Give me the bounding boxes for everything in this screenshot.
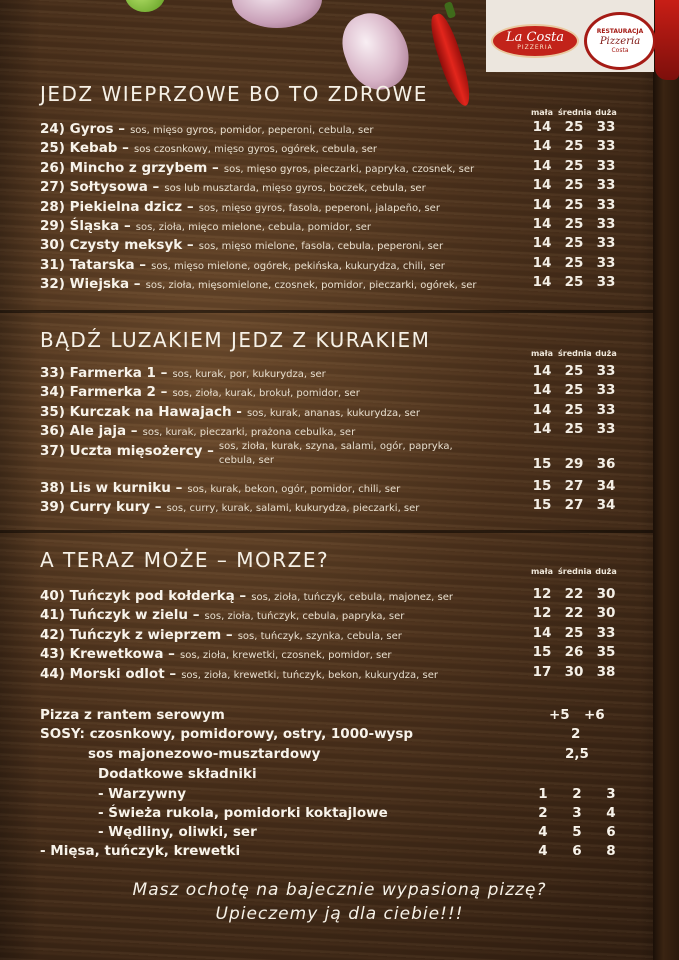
menu-item-ingredients: sos, zioła, kurak, brokuł, pomidor, ser xyxy=(172,388,360,400)
size-large-label: duża xyxy=(595,108,617,117)
price-small: 14 xyxy=(532,196,552,213)
menu-item-prices xyxy=(526,586,630,602)
price-small: 17 xyxy=(532,663,552,680)
menu-item-ingredients: sos, kurak, bekon, ogór, pomidor, chili, ser xyxy=(187,483,401,495)
menu-item-name: 27) Sołtysowa – xyxy=(40,179,160,196)
menu-item-name: 35) Kurczak na Hawajach - xyxy=(40,403,242,420)
size-small-label: mała xyxy=(530,349,554,358)
menu-item-ingredients: sos, mięso gyros, pomidor, peperoni, cebula, ser xyxy=(130,125,374,136)
mayo-mustard-sauce-label: sos majonezowo-musztardowy xyxy=(88,746,321,762)
menu-item-name: 24) Gyros – xyxy=(40,121,125,137)
menu-item-prices xyxy=(526,274,630,290)
menu-item-name: 37) Uczta mięsożercy – xyxy=(40,442,214,459)
ingredient-arugula-label: - Świeża rukola, pomidorki koktajlowe xyxy=(98,805,388,821)
menu-item-ingredients: sos czosnkowy, mięso gyros, ogórek, cebula, ser xyxy=(134,144,378,156)
ingredient-arugula-prices xyxy=(526,805,630,821)
price-medium: 25 xyxy=(564,235,584,252)
chili-stem-decoration xyxy=(444,1,457,19)
price-small: 2 xyxy=(538,805,548,821)
menu-item-name: 26) Mincho z grzybem – xyxy=(40,159,219,176)
menu-item-row xyxy=(40,176,630,195)
slogan-line-1: Masz ochotę na bajecznie wypasioną pizzę? xyxy=(132,880,547,900)
menu-item-row xyxy=(40,273,630,292)
menu-item-ingredients: sos, zioła, mięco mielone, cebula, pomidor, ser xyxy=(135,222,372,233)
menu-item-name: 41) Tuńczyk w zielu – xyxy=(40,607,200,624)
menu-item-name: 25) Kebab – xyxy=(40,140,129,157)
price-large: 33 xyxy=(596,401,616,418)
price-medium: 22 xyxy=(564,605,584,622)
price-large: 4 xyxy=(606,805,616,821)
price-small: 4 xyxy=(538,824,548,840)
menu-item-ingredients: sos, curry, kurak, salami, kukurydza, pieczarki, ser xyxy=(166,503,420,514)
menu-item-prices xyxy=(526,235,630,251)
price-large: 33 xyxy=(596,177,616,194)
menu-item-name: 40) Tuńczyk pod kołderką – xyxy=(40,588,247,604)
wood-plank-seam xyxy=(0,530,679,533)
menu-item-name: 43) Krewetkowa – xyxy=(40,646,175,663)
price-small: 12 xyxy=(532,605,552,622)
menu-item-row xyxy=(40,604,630,623)
ingredient-meats-label: - Mięsa, tuńczyk, krewetki xyxy=(40,843,241,859)
menu-item-ingredients: sos, mięso mielone, ogórek, pekińska, kukurydza, chili, ser xyxy=(151,260,445,272)
menu-item-prices xyxy=(526,402,630,418)
menu-item-prices xyxy=(526,119,630,135)
price-medium: 25 xyxy=(564,624,584,641)
price-large: 33 xyxy=(596,157,616,174)
menu-item-prices xyxy=(526,664,630,680)
menu-item-ingredients: sos, zioła, kurak, szyna, salami, ogór, papryka, cebula, ser xyxy=(218,440,453,466)
menu-item-name: 33) Farmerka 1 – xyxy=(40,365,168,381)
menu-item-prices xyxy=(526,644,630,660)
menu-item-row xyxy=(40,234,630,253)
menu-item-name: 36) Ale jaja – xyxy=(40,423,138,440)
menu-item-row xyxy=(40,157,630,176)
sauces-price: 2 xyxy=(571,726,581,742)
size-small-label: mała xyxy=(530,567,554,576)
price-small: 14 xyxy=(532,157,552,174)
price-small: 14 xyxy=(532,363,552,379)
menu-item-prices xyxy=(526,363,630,379)
price-small: 1 xyxy=(538,786,548,802)
ingredient-cold-cuts-label: - Wędliny, oliwki, ser xyxy=(98,824,257,840)
menu-item-prices xyxy=(526,478,630,494)
price-large: 3 xyxy=(606,786,616,802)
size-medium-label: średnia xyxy=(558,567,592,576)
price-large: 30 xyxy=(596,586,616,602)
price-small: 14 xyxy=(532,235,552,252)
price-large: 33 xyxy=(596,216,616,232)
price-small: 14 xyxy=(532,138,552,155)
price-medium: 25 xyxy=(564,138,584,155)
cheese-crust-price-large: +6 xyxy=(584,707,605,723)
price-medium: 25 xyxy=(564,177,584,194)
price-large: 33 xyxy=(596,254,616,271)
menu-item-prices xyxy=(526,177,630,193)
menu-item-row xyxy=(40,254,630,273)
menu-item-row xyxy=(40,137,630,156)
menu-item-row xyxy=(40,420,630,439)
price-large: 35 xyxy=(596,644,616,661)
mayo-mustard-sauce-price: 2,5 xyxy=(565,746,589,762)
sauces-label: SOSY: czosnkowy, pomidorowy, ostry, 1000-wysp xyxy=(40,726,414,742)
size-large-label: duża xyxy=(595,349,617,358)
menu-item-row xyxy=(40,440,630,474)
menu-item-ingredients: sos, mięso gyros, pieczarki, papryka, czosnek, ser xyxy=(223,163,475,175)
size-medium-label: średnia xyxy=(558,108,592,117)
price-large: 33 xyxy=(596,196,616,213)
wood-plank-edge xyxy=(653,0,679,960)
menu-item-prices xyxy=(526,158,630,174)
menu-item-name: 31) Tatarska – xyxy=(40,256,147,273)
price-medium: 27 xyxy=(564,477,584,494)
price-large: 8 xyxy=(606,843,616,859)
menu-item-ingredients: sos, zioła, tuńczyk, cebula, majonez, ser xyxy=(251,592,453,603)
price-large: 33 xyxy=(596,382,616,399)
menu-item-prices xyxy=(526,456,630,472)
menu-item-ingredients: sos, kurak, pieczarki, prażona cebulka, ser xyxy=(142,427,356,439)
price-medium: 25 xyxy=(564,401,584,418)
price-medium: 6 xyxy=(572,843,582,859)
price-small: 14 xyxy=(532,216,552,232)
price-small: 14 xyxy=(532,177,552,194)
menu-item-prices xyxy=(526,421,630,437)
menu-item-name: 42) Tuńczyk z wieprzem – xyxy=(40,626,233,643)
menu-item-prices xyxy=(526,255,630,271)
menu-item-prices xyxy=(526,138,630,154)
price-small: 4 xyxy=(538,843,548,859)
size-header xyxy=(526,567,630,576)
price-large: 33 xyxy=(596,363,616,379)
price-large: 30 xyxy=(596,605,616,622)
menu-item-row xyxy=(40,196,630,215)
price-medium: 29 xyxy=(564,455,584,472)
ingredient-vegetables-label: - Warzywny xyxy=(98,786,187,802)
price-large: 33 xyxy=(596,119,616,135)
menu-item-row xyxy=(40,401,630,420)
price-large: 33 xyxy=(596,624,616,641)
price-small: 14 xyxy=(532,254,552,271)
price-small: 14 xyxy=(532,382,552,399)
menu-item-row xyxy=(40,643,630,662)
price-large: 6 xyxy=(606,824,616,840)
cheese-crust-label: Pizza z rantem serowym xyxy=(40,707,225,723)
price-small: 14 xyxy=(532,421,552,438)
section-title-pork: JEDZ WIEPRZOWE BO TO ZDROWE xyxy=(40,82,428,106)
price-medium: 27 xyxy=(564,497,584,513)
price-medium: 25 xyxy=(564,254,584,271)
garlic-decoration xyxy=(232,0,322,28)
menu-item-ingredients: sos, mięso mielone, fasola, cebula, peperoni, ser xyxy=(198,241,444,253)
price-medium: 30 xyxy=(564,663,584,680)
price-large: 34 xyxy=(596,477,616,494)
price-medium: 3 xyxy=(572,805,582,821)
section-title-seafood: A TERAZ MOŻE – MORZE? xyxy=(40,548,330,572)
price-medium: 25 xyxy=(564,382,584,399)
price-small: 14 xyxy=(532,274,552,291)
menu-item-ingredients: sos, zioła, krewetki, czosnek, pomidor, ser xyxy=(180,650,392,662)
menu-item-name: 28) Piekielna dzicz – xyxy=(40,198,194,215)
lime-decoration xyxy=(125,0,165,12)
price-medium: 25 xyxy=(564,119,584,135)
extra-ingredients-heading: Dodatkowe składniki xyxy=(98,766,257,782)
wood-plank-seam xyxy=(0,310,679,313)
menu-item-ingredients: sos lub musztarda, mięso gyros, boczek, cebula, ser xyxy=(164,183,426,195)
price-small: 12 xyxy=(532,586,552,602)
price-large: 33 xyxy=(596,138,616,155)
price-large: 33 xyxy=(596,421,616,438)
menu-item-ingredients: sos, zioła, mięsomielone, czosnek, pomidor, pieczarki, ogórek, ser xyxy=(145,280,477,292)
price-medium: 25 xyxy=(564,216,584,232)
price-small: 15 xyxy=(532,644,552,661)
price-medium: 5 xyxy=(572,824,582,840)
menu-item-prices xyxy=(526,605,630,621)
size-medium-label: średnia xyxy=(558,349,592,358)
price-medium: 25 xyxy=(564,274,584,291)
price-medium: 25 xyxy=(564,363,584,379)
menu-item-name: 30) Czysty meksyk – xyxy=(40,237,194,254)
price-large: 36 xyxy=(596,455,616,472)
price-large: 38 xyxy=(596,663,616,680)
menu-item-prices xyxy=(526,497,630,513)
price-small: 15 xyxy=(532,497,552,513)
ingredient-meats-prices xyxy=(526,843,630,859)
menu-item-row xyxy=(40,496,630,515)
slogan-line-2: Upieczemy ją dla ciebie!!! xyxy=(215,904,464,924)
price-medium: 25 xyxy=(564,157,584,174)
price-large: 33 xyxy=(596,235,616,252)
menu-item-row xyxy=(40,381,630,400)
menu-item-row xyxy=(40,118,630,137)
price-small: 15 xyxy=(532,455,552,472)
menu-item-prices xyxy=(526,625,630,641)
chili-pepper-decoration xyxy=(426,11,477,109)
menu-item-name: 32) Wiejska – xyxy=(40,276,141,293)
price-small: 15 xyxy=(532,477,552,494)
menu-item-name: 44) Morski odlot – xyxy=(40,665,177,682)
menu-item-ingredients: sos, kurak, por, kukurydza, ser xyxy=(172,369,326,380)
price-large: 33 xyxy=(596,274,616,291)
size-large-label: duża xyxy=(595,567,617,576)
ingredient-cold-cuts-prices xyxy=(526,824,630,840)
menu-item-row xyxy=(40,362,630,381)
menu-item-ingredients: sos, kurak, ananas, kukurydza, ser xyxy=(246,407,420,419)
menu-item-prices xyxy=(526,197,630,213)
menu-item-ingredients: sos, zioła, tuńczyk, cebula, papryka, ser xyxy=(204,611,405,623)
size-header xyxy=(526,108,630,117)
menu-item-ingredients: sos, tuńczyk, szynka, cebula, ser xyxy=(237,630,402,642)
price-medium: 25 xyxy=(564,421,584,438)
price-large: 34 xyxy=(596,497,616,513)
size-small-label: mała xyxy=(530,108,554,117)
menu-item-ingredients: sos, mięso gyros, fasola, peperoni, jalapeño, ser xyxy=(198,202,440,214)
price-medium: 26 xyxy=(564,644,584,661)
menu-item-row xyxy=(40,663,630,682)
size-header xyxy=(526,349,630,358)
ingredient-vegetables-prices xyxy=(526,786,630,802)
cheese-crust-price-medium: +5 xyxy=(549,707,570,723)
menu-item-ingredients: sos, zioła, krewetki, tuńczyk, bekon, kukurydza, ser xyxy=(181,669,438,681)
menu-item-name: 29) Śląska – xyxy=(40,218,131,234)
price-small: 14 xyxy=(532,624,552,641)
price-medium: 2 xyxy=(572,786,582,802)
menu-item-prices xyxy=(526,382,630,398)
menu-item-row xyxy=(40,585,630,604)
restaurant-seal-logo: RESTAURACJA Pizzeria Costa xyxy=(584,12,656,70)
lacosta-logo: La Costa PIZZERIA xyxy=(491,24,579,58)
menu-item-name: 39) Curry kury – xyxy=(40,499,162,515)
price-small: 14 xyxy=(532,119,552,135)
red-pepper-decoration xyxy=(655,0,679,80)
menu-item-row xyxy=(40,215,630,234)
price-medium: 25 xyxy=(564,196,584,213)
menu-item-row xyxy=(40,624,630,643)
price-medium: 22 xyxy=(564,586,584,602)
menu-item-name: 38) Lis w kurniku – xyxy=(40,479,183,496)
menu-item-row xyxy=(40,477,630,496)
menu-item-prices xyxy=(526,216,630,232)
price-small: 14 xyxy=(532,401,552,418)
menu-item-name: 34) Farmerka 2 – xyxy=(40,384,168,401)
section-title-chicken: BĄDŹ LUZAKIEM JEDZ Z KURAKIEM xyxy=(40,328,431,352)
